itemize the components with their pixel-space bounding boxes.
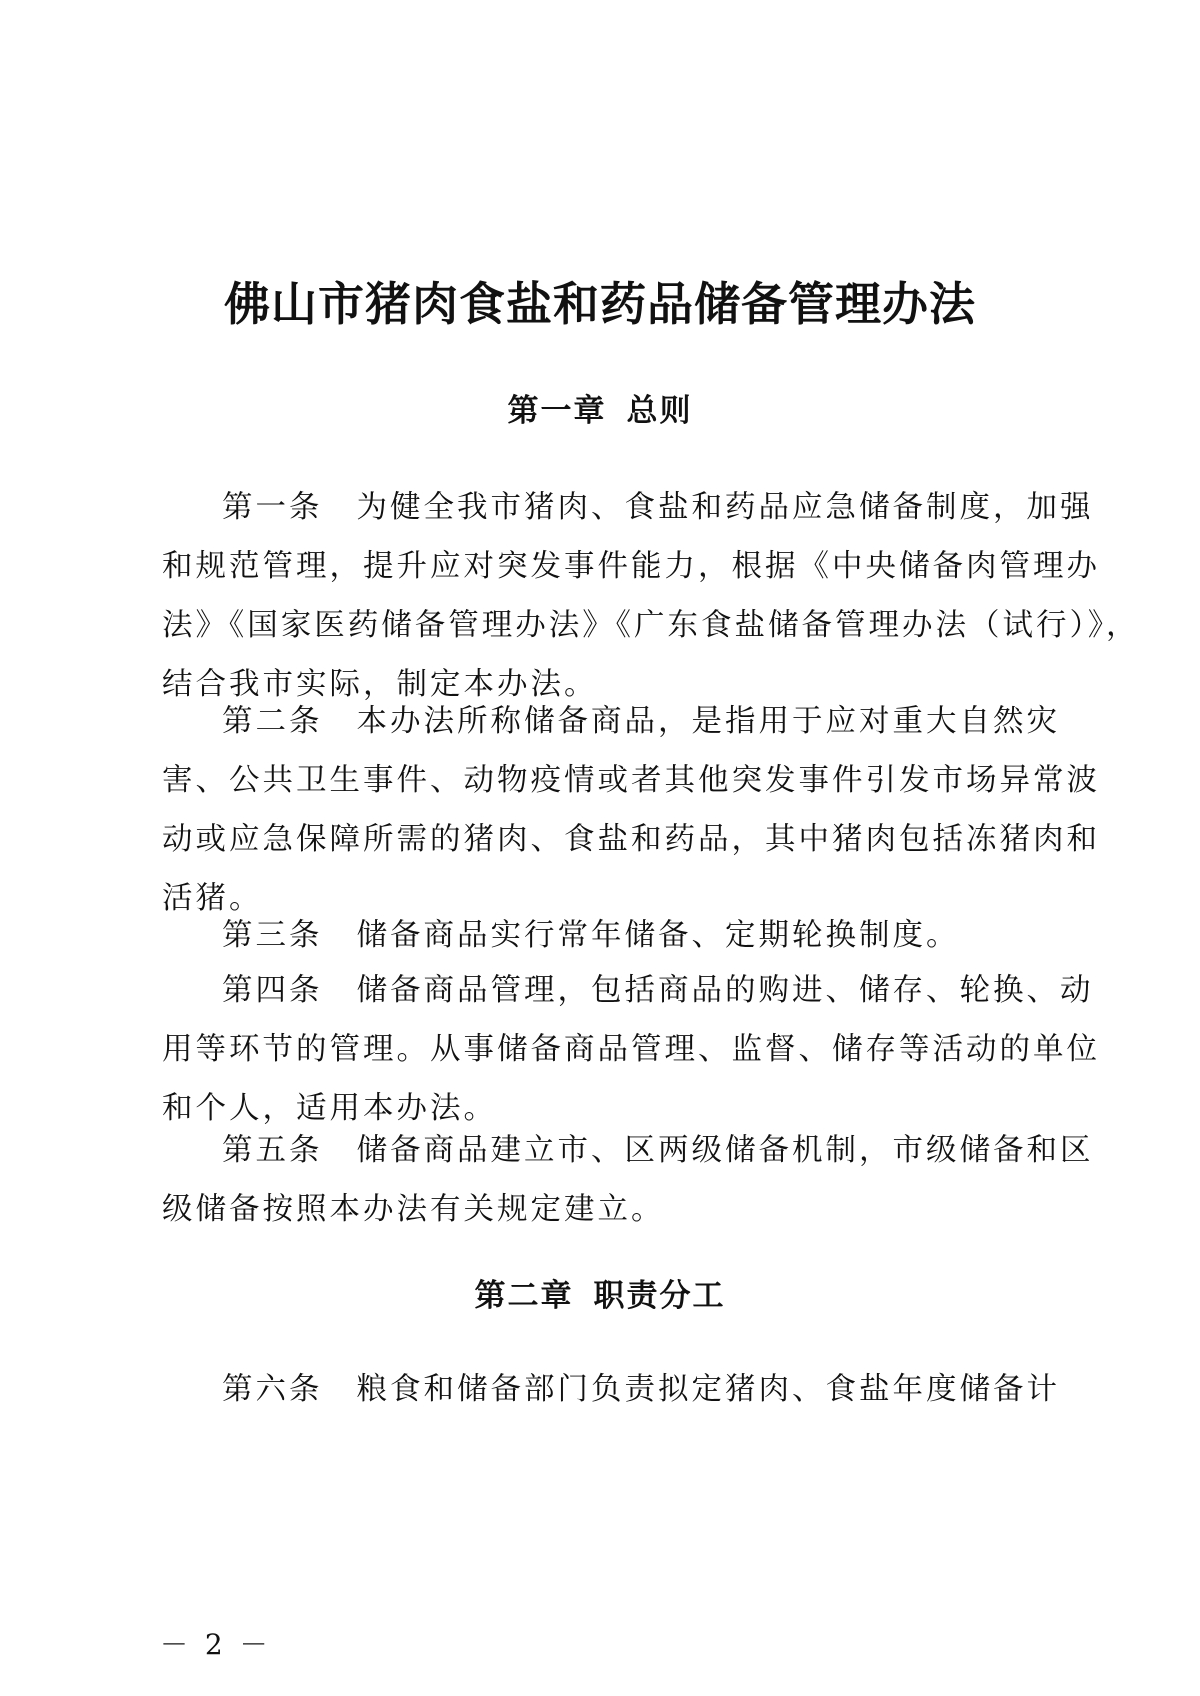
article-text-line: 害、公共卫生事件、动物疫情或者其他突发事件引发市场异常波 xyxy=(162,763,1100,798)
article-number: 第四条 xyxy=(222,973,323,1008)
article-text-line: 和规范管理，提升应对突发事件能力，根据《中央储备肉管理办 xyxy=(162,549,1100,584)
article-text-line: 储备商品管理，包括商品的购进、储存、轮换、动 xyxy=(356,973,1094,1008)
article xyxy=(162,1121,1094,1239)
article-text-line: 粮食和储备部门负责拟定猪肉、食盐年度储备计 xyxy=(356,1372,1060,1407)
article-text-line: 动或应急保障所需的猪肉、食盐和药品，其中猪肉包括冻猪肉和 xyxy=(162,822,1100,857)
article-text-line: 级储备按照本办法有关规定建立。 xyxy=(162,1192,665,1227)
article xyxy=(162,961,1100,1138)
document-title: 佛山市猪肉食盐和药品储备管理办法 xyxy=(224,277,976,331)
article-number: 第五条 xyxy=(222,1133,323,1168)
article-number: 第二条 xyxy=(222,704,323,739)
article-text-line: 储备商品建立市、区两级储备机制，市级储备和区 xyxy=(356,1133,1094,1168)
chapter-heading xyxy=(0,385,1200,430)
chapter-number: 第二章 xyxy=(474,1278,574,1314)
article-number: 第六条 xyxy=(222,1372,323,1407)
article xyxy=(162,906,1052,965)
chapter-heading xyxy=(0,1270,1200,1315)
article-text-line: 本办法所称储备商品，是指用于应对重大自然灾 xyxy=(356,704,1060,739)
article-text-line: 活猪。 xyxy=(162,881,263,916)
article-text-line: 储备商品实行常年储备、定期轮换制度。 xyxy=(356,918,960,953)
article-text-line: 法》《国家医药储备管理办法》《广东食盐储备管理办法（试行）》， xyxy=(162,608,1140,643)
chapter-number: 第一章 xyxy=(507,393,607,429)
article-text-line: 用等环节的管理。从事储备商品管理、监督、储存等活动的单位 xyxy=(162,1032,1100,1067)
article-number: 第一条 xyxy=(222,490,323,525)
article xyxy=(162,478,1140,714)
chapter-name: 总则 xyxy=(626,393,693,429)
page-number: － 2 － xyxy=(160,1628,272,1661)
article-text-line: 结合我市实际，制定本办法。 xyxy=(162,667,598,702)
chapter-name: 职责分工 xyxy=(593,1278,726,1314)
article-number: 第三条 xyxy=(222,918,323,953)
article xyxy=(162,692,1100,928)
article-text-line: 和个人，适用本办法。 xyxy=(162,1091,497,1126)
article-text-line: 为健全我市猪肉、食盐和药品应急储备制度，加强 xyxy=(356,490,1094,525)
article xyxy=(162,1360,1060,1419)
